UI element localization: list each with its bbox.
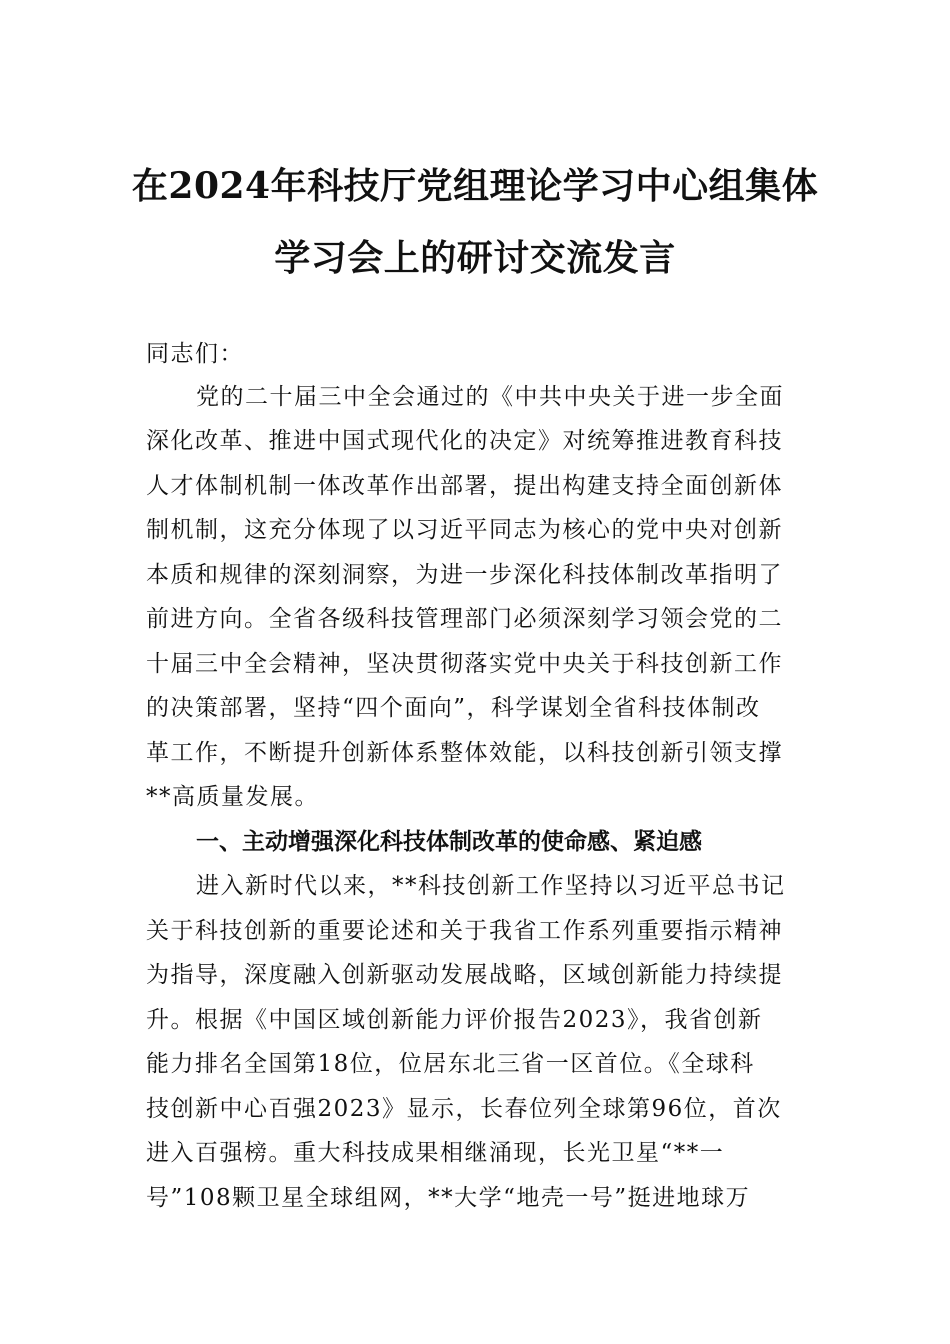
paragraph-line: 技创新中心百强2023》显示，长春位列全球第96位，首次 [146, 1096, 782, 1122]
paragraph-line: 革工作，不断提升创新体系整体效能，以科技创新引领支撑 [146, 740, 783, 766]
section-heading: 一、主动增强深化科技体制改革的使命感、紧迫感 [196, 829, 702, 855]
paragraph-line: 前进方向。全省各级科技管理部门必须深刻学习领会党的二 [146, 606, 783, 632]
paragraph-line: 为指导，深度融入创新驱动发展战略，区域创新能力持续提 [146, 962, 783, 988]
paragraph-line: 制机制，这充分体现了以习近平同志为核心的党中央对创新 [146, 517, 783, 543]
paragraph-line: 的决策部署，坚持“四个面向”，科学谋划全省科技体制改 [146, 695, 761, 721]
paragraph-line: 号”108颗卫星全球组网，**大学“地壳一号”挺进地球万 [146, 1185, 751, 1211]
salutation: 同志们： [146, 341, 244, 367]
paragraph-line: 进入新时代以来，**科技创新工作坚持以习近平总书记 [196, 873, 786, 899]
paragraph-line: **高质量发展。 [146, 784, 319, 810]
paragraph-line: 进入百强榜。重大科技成果相继涌现，长光卫星“**一 [146, 1140, 725, 1166]
paragraph-line: 深化改革、推进中国式现代化的决定》对统筹推进教育科技 [146, 428, 783, 454]
paragraph-line: 关于科技创新的重要论述和关于我省工作系列重要指示精神 [146, 918, 783, 944]
paragraph-line: 党的二十届三中全会通过的《中共中央关于进一步全面 [196, 384, 784, 410]
document-title-line-2: 学习会上的研讨交流发言 [274, 237, 676, 279]
paragraph-line: 升。根据《中国区域创新能力评价报告2023》，我省创新 [146, 1007, 763, 1033]
document-title-line-1: 在2024年科技厅党组理论学习中心组集体 [131, 165, 819, 207]
paragraph-line: 本质和规律的深刻洞察，为进一步深化科技体制改革指明了 [146, 562, 783, 588]
paragraph-line: 十届三中全会精神，坚决贯彻落实党中央关于科技创新工作 [146, 651, 783, 677]
paragraph-line: 能力排名全国第18位，位居东北三省一区首位。《全球科 [146, 1051, 755, 1077]
paragraph-line: 人才体制机制一体改革作出部署，提出构建支持全面创新体 [146, 473, 783, 499]
